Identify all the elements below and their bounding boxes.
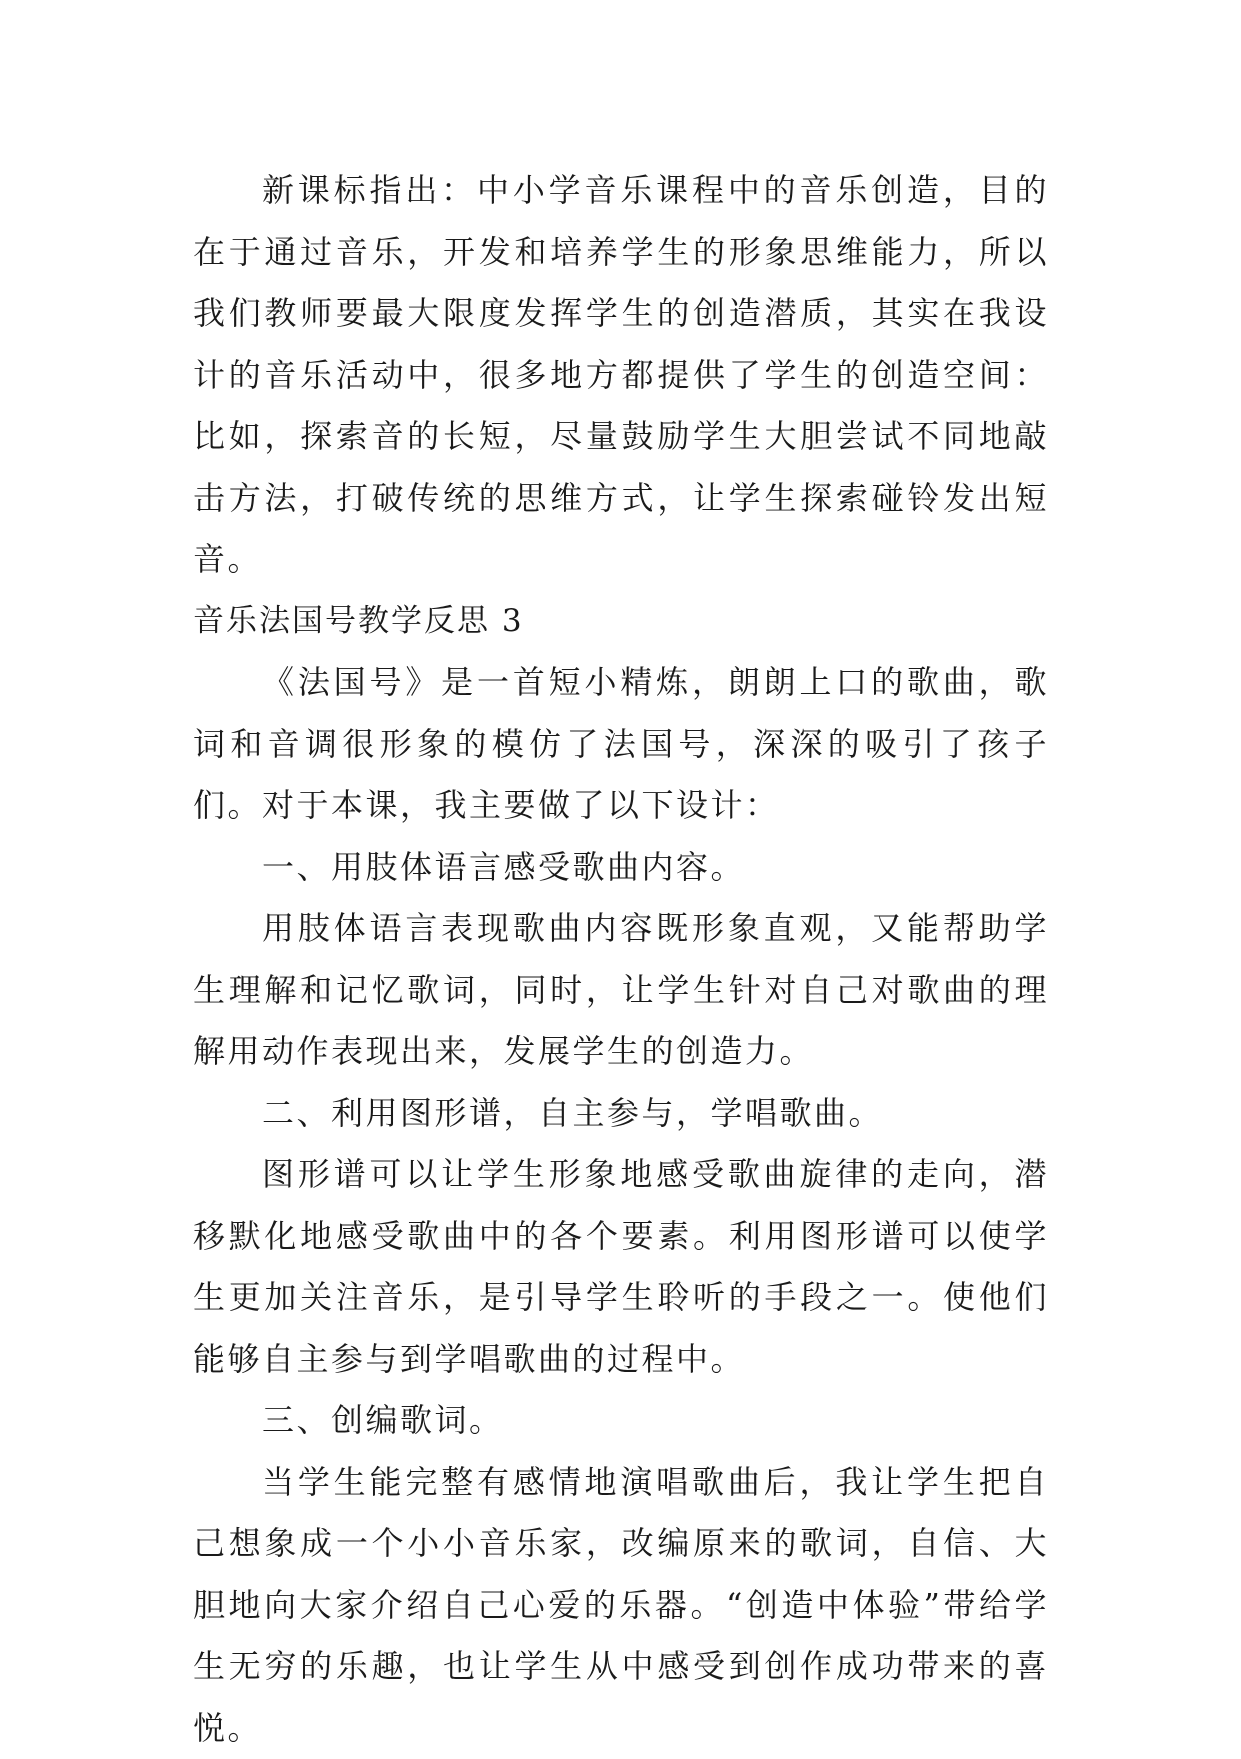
point-2-heading: 二、利用图形谱，自主参与，学唱歌曲。: [193, 1083, 1049, 1145]
point-1-body: 用肢体语言表现歌曲内容既形象直观，又能帮助学生理解和记忆歌词，同时，让学生针对自己对歌曲的理解用动作表现出来，发展学生的创造力。: [193, 898, 1049, 1083]
point-1-heading: 一、用肢体语言感受歌曲内容。: [193, 837, 1049, 899]
point-2-body: 图形谱可以让学生形象地感受歌曲旋律的走向，潜移默化地感受歌曲中的各个要素。利用图形谱可以使学生更加关注音乐，是引导学生聆听的手段之一。使他们能够自主参与到学唱歌曲的过程中。: [193, 1144, 1049, 1390]
document-page: [193, 160, 1049, 1759]
section-title: 音乐法国号教学反思 3: [193, 591, 1049, 653]
point-3-body: 当学生能完整有感情地演唱歌曲后，我让学生把自己想象成一个小小音乐家，改编原来的歌词，自信、大胆地向大家介绍自己心爱的乐器。“创造中体验”带给学生无穷的乐趣，也让学生从中感受到创作成功带来的喜悦。: [193, 1452, 1049, 1759]
paragraph-intro-song: 《法国号》是一首短小精炼，朗朗上口的歌曲，歌词和音调很形象的模仿了法国号，深深的吸引了孩子们。对于本课，我主要做了以下设计：: [193, 652, 1049, 837]
intro-paragraph: 新课标指出：中小学音乐课程中的音乐创造，目的在于通过音乐，开发和培养学生的形象思维能力，所以我们教师要最大限度发挥学生的创造潜质，其实在我设计的音乐活动中，很多地方都提供了学生的创造空间：比如，探索音的长短，尽量鼓励学生大胆尝试不同地敲击方法，打破传统的思维方式，让学生探索碰铃发出短音。: [193, 160, 1049, 591]
point-3-heading: 三、创编歌词。: [193, 1390, 1049, 1452]
